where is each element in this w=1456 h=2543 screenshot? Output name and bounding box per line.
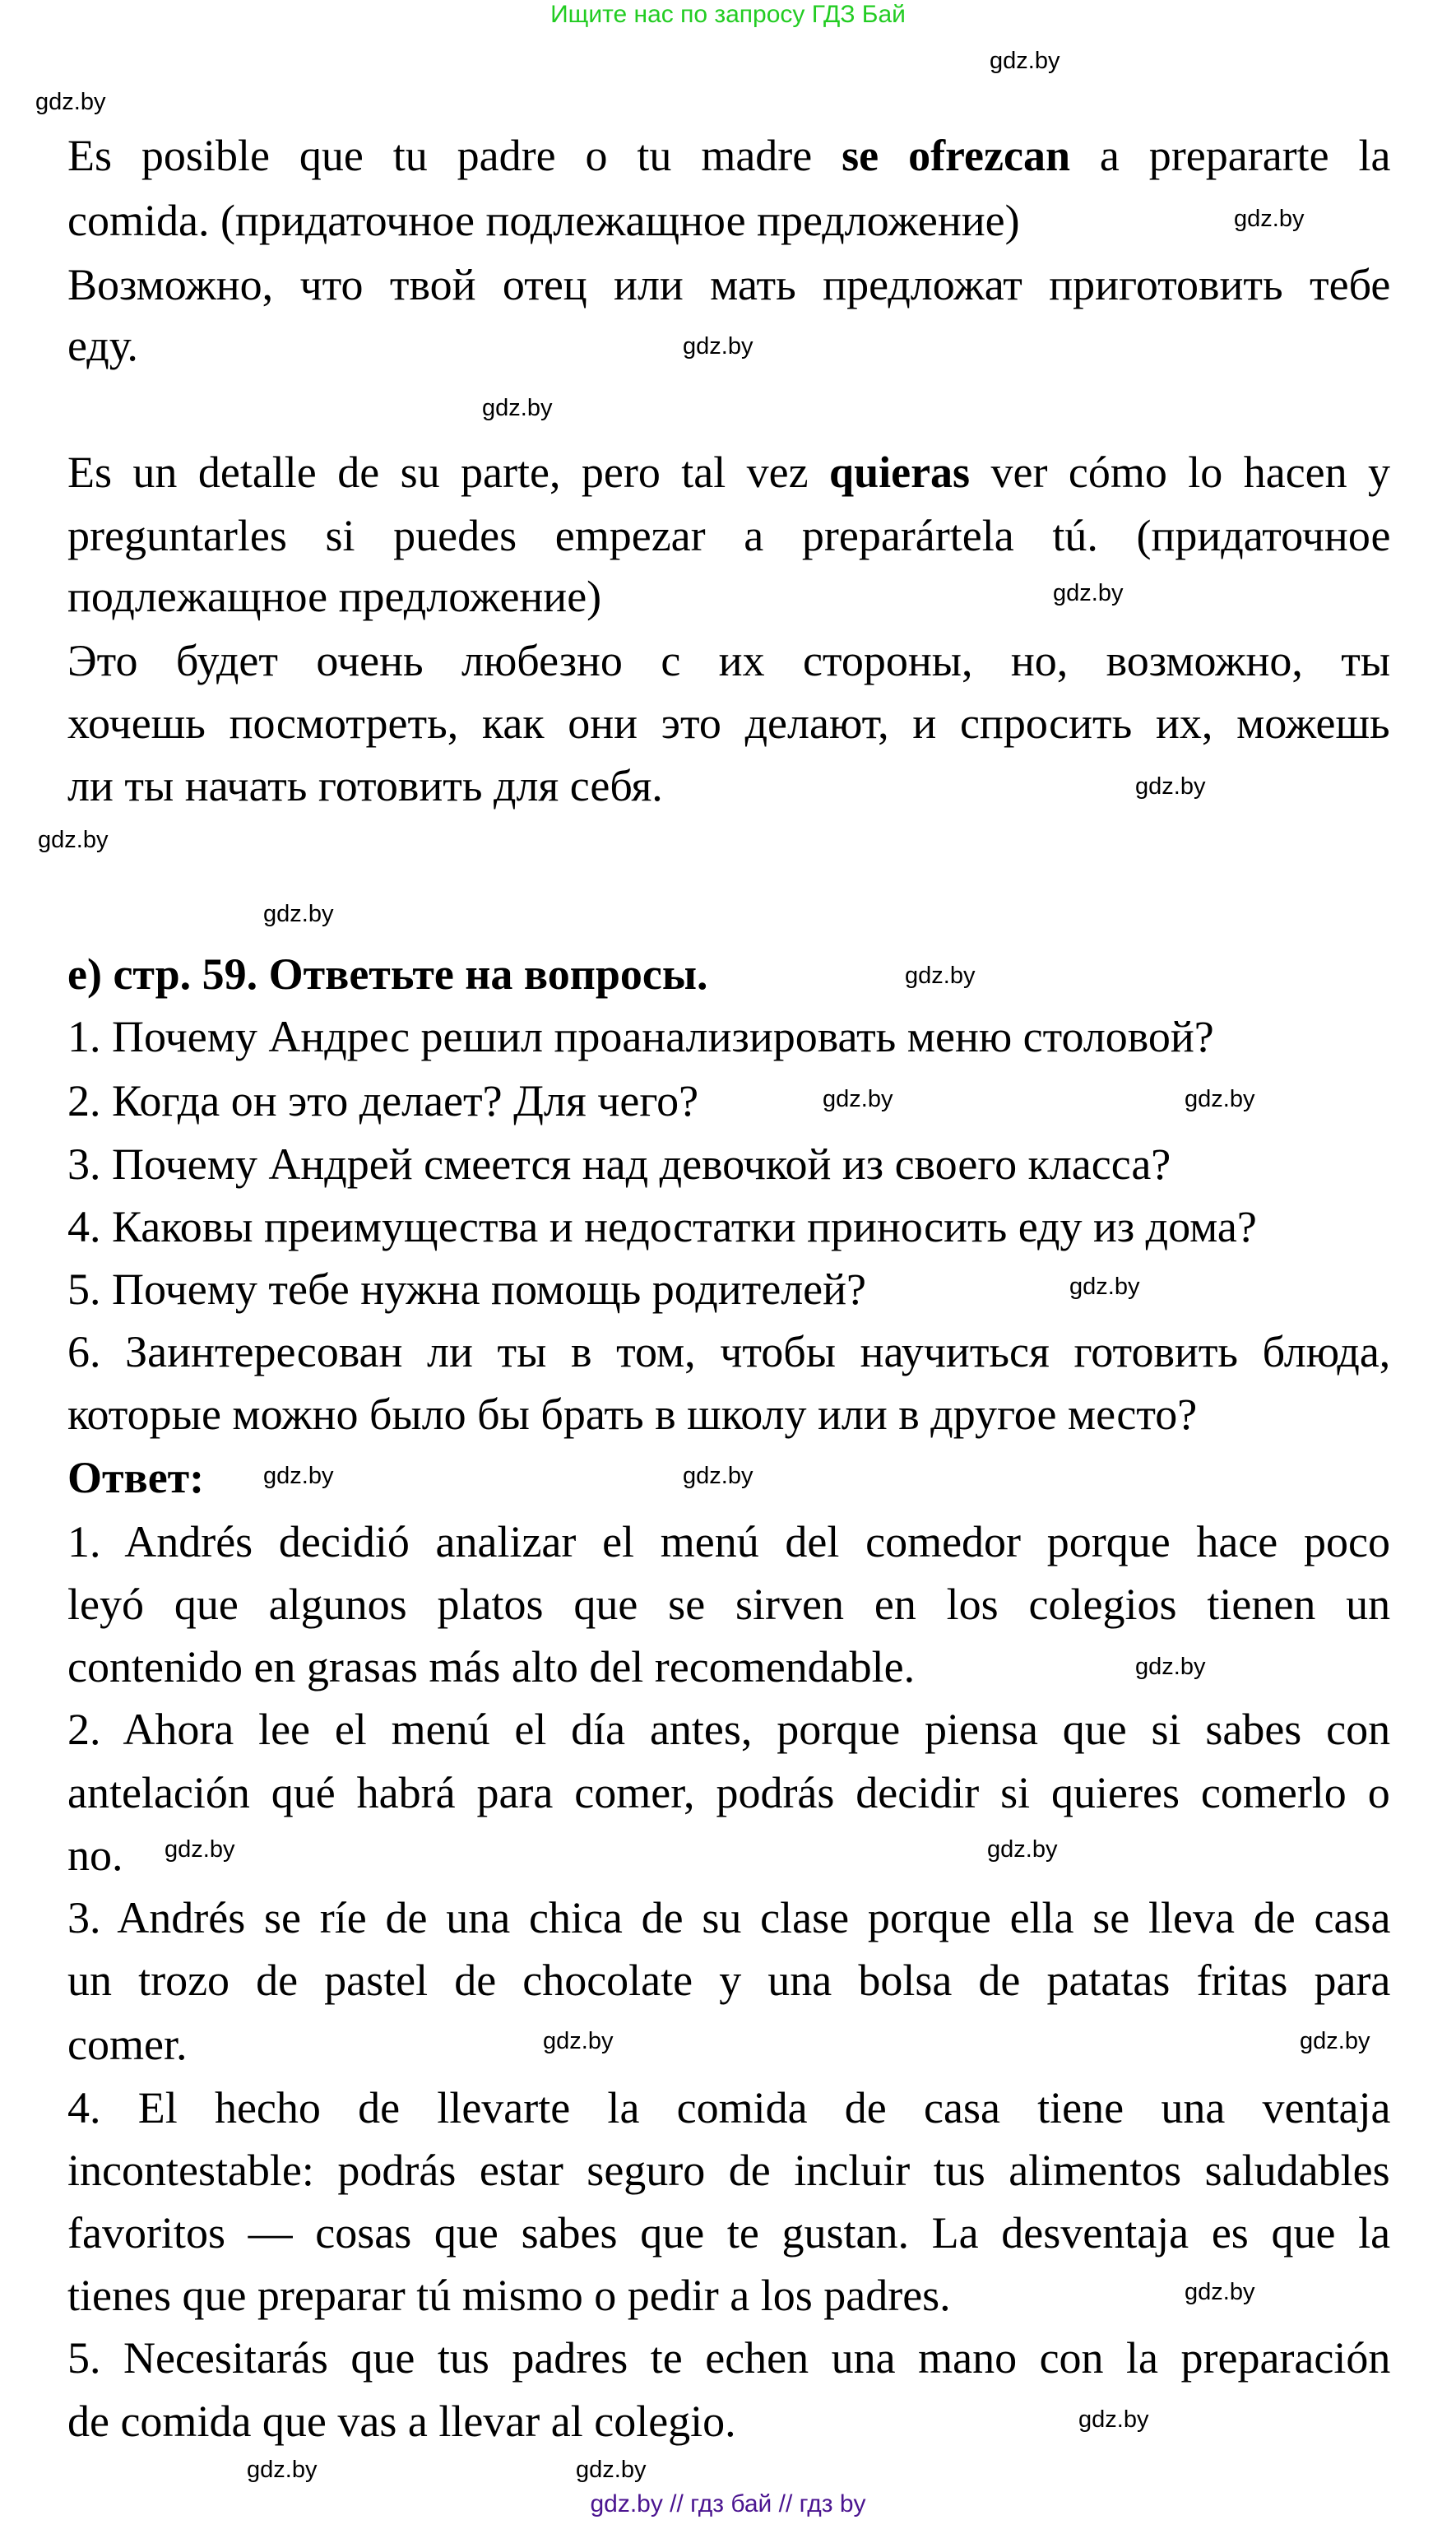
watermark-text: gdz.by bbox=[1185, 2279, 1255, 2305]
text-line bbox=[67, 1258, 866, 1320]
watermark-text: gdz.by bbox=[263, 901, 334, 927]
text-segment: comer. bbox=[67, 2020, 188, 2069]
text-segment: 2. Ahora lee el menú el día antes, porque piensa que si sabes con bbox=[67, 1705, 1391, 1754]
text-line bbox=[67, 692, 1390, 754]
text-segment: еду. bbox=[67, 321, 138, 370]
watermark-text: gdz.by bbox=[35, 89, 106, 115]
text-line bbox=[67, 1195, 1257, 1258]
text-segment: хочешь посмотреть, как они это делают, и спросить их, можешь bbox=[67, 698, 1390, 748]
text-line bbox=[67, 1320, 1390, 1383]
text-segment: comida. (придаточное подлежащное предложение) bbox=[67, 196, 1020, 245]
text-segment: antelación qué habrá para comer, podrás decidir si quieres comerlo o bbox=[67, 1768, 1390, 1817]
watermark-text: gdz.by bbox=[247, 2457, 318, 2483]
text-segment: 2. Когда он это делает? Для чего? bbox=[67, 1076, 699, 1125]
text-segment: no. bbox=[67, 1831, 123, 1880]
text-line bbox=[67, 1573, 1390, 1636]
text-line bbox=[67, 1761, 1390, 1824]
answer-heading bbox=[67, 1446, 204, 1509]
watermark-text: gdz.by bbox=[1135, 1654, 1206, 1680]
text-segment: 1. Andrés decidió analizar el menú del comedor porque hace poco bbox=[67, 1517, 1390, 1566]
section-heading bbox=[67, 943, 708, 1005]
text-line bbox=[67, 253, 1390, 316]
text-segment: 6. Заинтересован ли ты в том, чтобы научиться готовить блюда, bbox=[67, 1327, 1391, 1376]
text-segment: incontestable: podrás estar seguro de incluir tus alimentos saludables bbox=[67, 2146, 1390, 2195]
text-segment: 4. Каковы преимущества и недостатки приносить еду из дома? bbox=[67, 1202, 1257, 1251]
bold-text: Ответ: bbox=[67, 1453, 205, 1502]
text-line bbox=[67, 2077, 1390, 2139]
text-line bbox=[67, 2013, 187, 2076]
text-line bbox=[67, 565, 601, 628]
watermark-text: gdz.by bbox=[1053, 580, 1124, 606]
watermark-text: gdz.by bbox=[1069, 1274, 1140, 1300]
text-segment: 5. Necesitarás que tus padres te echen una mano con la preparación bbox=[67, 2333, 1391, 2383]
text-segment: 4. El hecho de llevarte la comida de casa tiene una ventaja bbox=[67, 2083, 1391, 2132]
text-segment: 1. Почему Андрес решил проанализировать меню столовой? bbox=[67, 1012, 1214, 1061]
text-segment: Es un detalle de su parte, pero tal vez bbox=[67, 448, 830, 497]
watermark-text: gdz.by bbox=[263, 1463, 334, 1489]
text-line bbox=[67, 1383, 1197, 1446]
text-segment: 5. Почему тебе нужна помощь родителей? bbox=[67, 1265, 866, 1314]
text-segment: Возможно, что твой отец или мать предложат приготовить тебе bbox=[67, 260, 1391, 309]
header-banner: Ищите нас по запросу ГДЗ Бай bbox=[550, 1, 906, 28]
watermark-text: gdz.by bbox=[1300, 2028, 1370, 2054]
text-segment: a prepararte la bbox=[1070, 131, 1391, 180]
text-line bbox=[67, 1005, 1214, 1068]
watermark-text: gdz.by bbox=[482, 395, 553, 421]
text-segment: ли ты начать готовить для себя. bbox=[67, 761, 663, 810]
text-line bbox=[67, 124, 1391, 187]
watermark-text: gdz.by bbox=[165, 1836, 235, 1863]
text-line bbox=[67, 2139, 1390, 2202]
text-segment: 3. Почему Андрей смеется над девочкой из своего класса? bbox=[67, 1139, 1171, 1189]
text-line bbox=[67, 314, 138, 377]
text-segment: de comida que vas a llevar al colegio. bbox=[67, 2397, 736, 2446]
bold-text: е) стр. 59. Ответьте на вопросы. bbox=[67, 949, 708, 999]
text-line bbox=[67, 2390, 736, 2453]
text-line bbox=[67, 1949, 1390, 2012]
watermark-text: gdz.by bbox=[990, 48, 1060, 74]
text-line bbox=[67, 1636, 915, 1698]
text-line bbox=[67, 441, 1390, 503]
watermark-text: gdz.by bbox=[1234, 206, 1305, 232]
text-line bbox=[67, 2327, 1390, 2389]
text-line bbox=[67, 189, 1020, 252]
text-segment: leyó que algunos platos que se sirven en los colegios tienen un bbox=[67, 1580, 1391, 1629]
text-segment: Это будет очень любезно с их стороны, но, возможно, ты bbox=[67, 636, 1391, 685]
text-line bbox=[67, 1070, 698, 1132]
text-segment: подлежащное предложение) bbox=[67, 572, 602, 621]
text-segment: 3. Andrés se ríe de una chica de su clase porque ella se lleva de casa bbox=[67, 1893, 1391, 1942]
text-segment: un trozo de pastel de chocolate y una bolsa de patatas fritas para bbox=[67, 1956, 1391, 2005]
watermark-text: gdz.by bbox=[576, 2457, 647, 2483]
text-line bbox=[67, 1698, 1390, 1761]
watermark-text: gdz.by bbox=[683, 1463, 754, 1489]
text-line bbox=[67, 1510, 1390, 1573]
watermark-text: gdz.by bbox=[543, 2028, 614, 2054]
text-line bbox=[67, 504, 1390, 567]
text-segment: contenido en grasas más alto del recomendable. bbox=[67, 1642, 916, 1691]
text-line bbox=[67, 1133, 1171, 1195]
watermark-text: gdz.by bbox=[38, 827, 109, 853]
text-segment: tienes que preparar tú mismo o pedir a los padres. bbox=[67, 2271, 951, 2320]
text-line bbox=[67, 629, 1390, 692]
text-line bbox=[67, 754, 663, 817]
footer-banner: gdz.by // гдз бай // гдз by bbox=[590, 2490, 866, 2517]
bold-text: se ofrezcan bbox=[842, 131, 1070, 180]
text-segment: Es posible que tu padre o tu madre bbox=[67, 131, 842, 180]
watermark-text: gdz.by bbox=[987, 1836, 1058, 1863]
watermark-text: gdz.by bbox=[1078, 2406, 1149, 2433]
watermark-text: gdz.by bbox=[823, 1086, 893, 1112]
text-segment: favoritos — cosas que sabes que te gustan. La desventaja es que la bbox=[67, 2208, 1391, 2258]
text-segment: которые можно было бы брать в школу или в другое место? bbox=[67, 1390, 1198, 1439]
watermark-text: gdz.by bbox=[683, 333, 754, 360]
watermark-text: gdz.by bbox=[905, 963, 976, 989]
watermark-text: gdz.by bbox=[1185, 1086, 1255, 1112]
text-line bbox=[67, 1824, 123, 1886]
bold-text: quieras bbox=[829, 448, 971, 497]
text-segment: preguntarles si puedes empezar a preparártela tú. (придаточное bbox=[67, 511, 1391, 560]
text-segment: ver cómo lo hacen y bbox=[970, 448, 1391, 497]
text-line bbox=[67, 2264, 951, 2327]
text-line bbox=[67, 1886, 1390, 1949]
watermark-text: gdz.by bbox=[1135, 773, 1206, 800]
text-line bbox=[67, 2202, 1390, 2264]
